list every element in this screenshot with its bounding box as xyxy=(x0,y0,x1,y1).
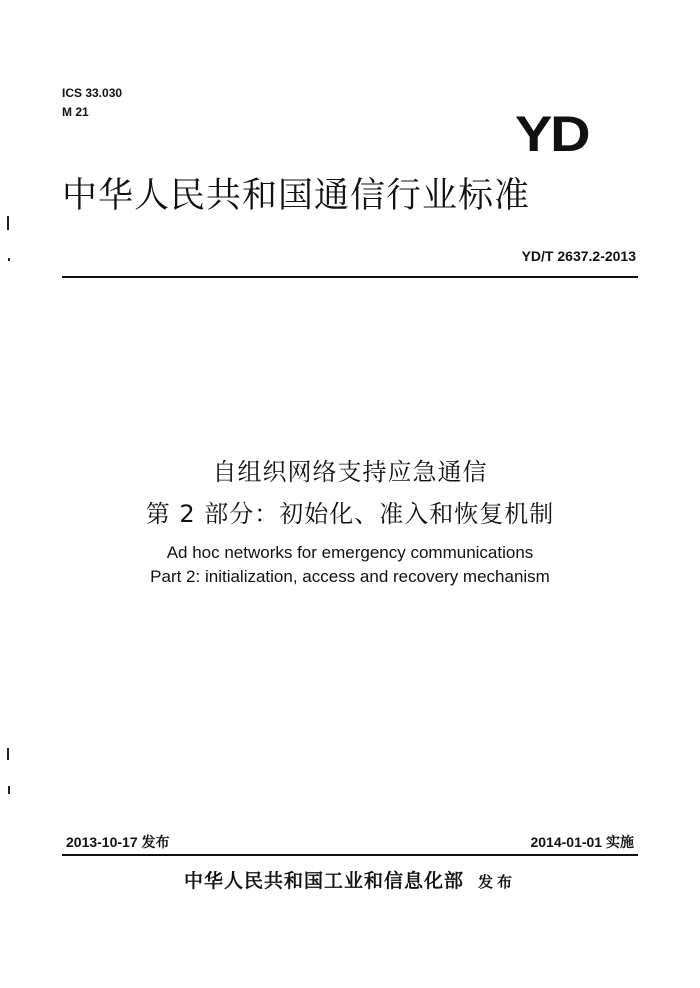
ics-code: ICS 33.030 xyxy=(62,86,123,100)
standard-number: YD/T 2637.2-2013 xyxy=(521,248,636,264)
document-title-en-line1: Ad hoc networks for emergency communications xyxy=(166,543,534,562)
publisher-name: 中华人民共和国工业和信息化部 xyxy=(183,870,464,892)
scan-speck xyxy=(8,258,10,261)
publisher-action: 发布 xyxy=(478,873,517,891)
yd-logo: YD xyxy=(515,106,589,162)
scan-speck xyxy=(7,748,9,760)
header-divider xyxy=(62,276,638,278)
document-title-en-line2: Part 2: initialization, access and recovery mechanism xyxy=(150,567,550,586)
scan-speck xyxy=(8,786,10,794)
scan-speck xyxy=(7,216,9,230)
classification-codes xyxy=(62,84,122,122)
publisher xyxy=(0,866,700,893)
footer-divider xyxy=(62,854,638,856)
standard-category-title: 中华人民共和国通信行业标准 xyxy=(62,176,531,216)
document-title-zh-line1: 自组织网络支持应急通信 xyxy=(212,458,488,486)
document-title-zh-line2: 第 2 部分：初始化、准入和恢复机制 xyxy=(145,500,555,528)
implementation-date: 2014-01-01 实施 xyxy=(530,834,634,850)
ccs-code: M 21 xyxy=(62,105,89,119)
issue-date: 2013-10-17 发布 xyxy=(66,834,170,850)
